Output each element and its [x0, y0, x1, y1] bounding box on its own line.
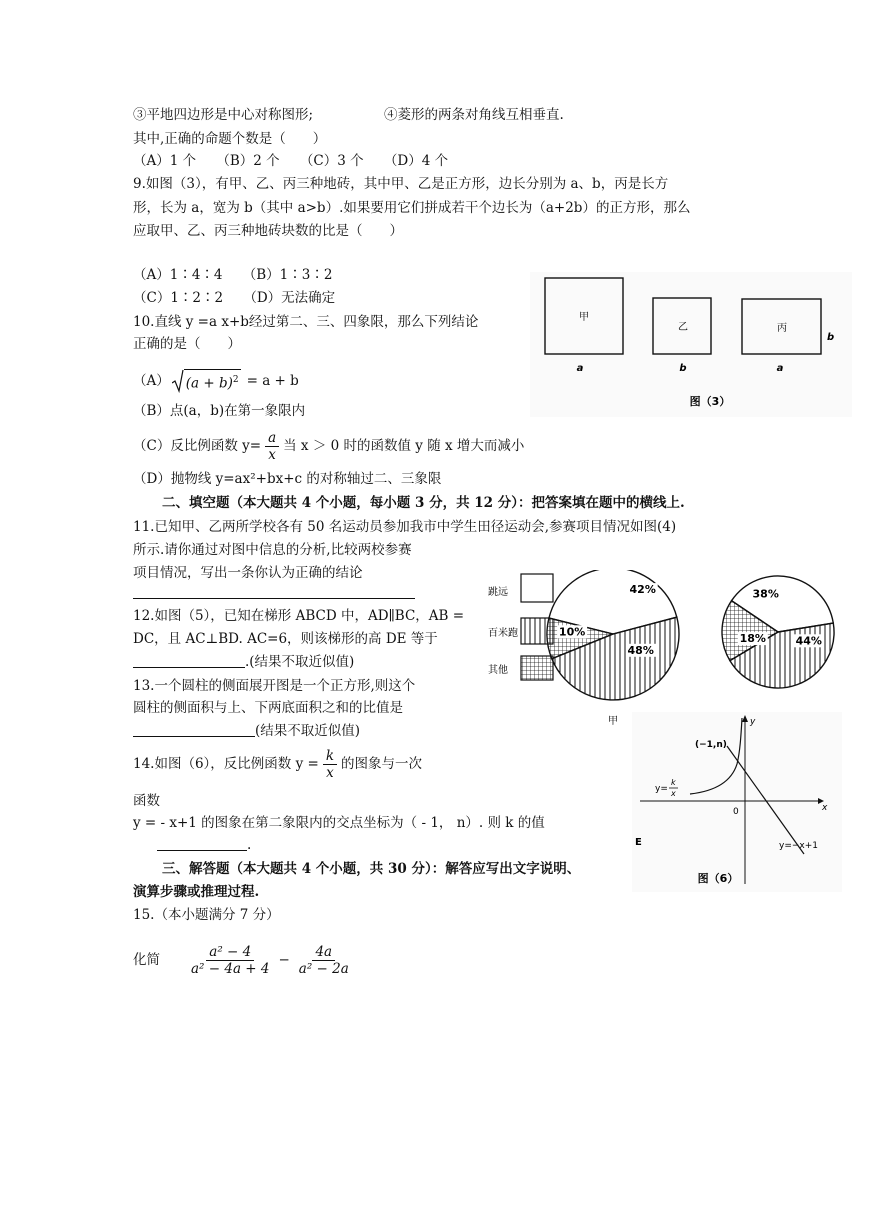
- q9-options-ab: （A）1∶4∶4 （B）1∶3∶2: [133, 267, 333, 283]
- q11-line3: 项目情况，写出一条你认为正确的结论: [133, 565, 363, 581]
- q12-answer-blank: [133, 653, 245, 668]
- q13-line1: 13.一个圆柱的侧面展开图是一个正方形,则这个: [133, 678, 416, 694]
- sqrt-symbol: [172, 369, 184, 393]
- q9-options-cd: （C）1∶2∶2 （D）无法确定: [133, 290, 336, 306]
- pie2-label-other: 18%: [739, 632, 766, 646]
- pie1-label-sprint: 48%: [627, 643, 654, 657]
- q10-option-c: [133, 428, 524, 464]
- figure-3-caption: 图（3）: [689, 395, 731, 408]
- tile-yi-label: 乙: [678, 322, 688, 333]
- q11-answer-blank: [133, 598, 415, 599]
- q10-a-label: （A）: [133, 373, 170, 389]
- q15-expression: 化简 $\frac{\text{a² − 4}}{\text{a² − 4a + 4}}$ − $\frac{4a}{\text{a² − 2a}}$: [133, 936, 356, 984]
- q14-line2: 函数: [133, 793, 160, 809]
- legend-swatch-other: [521, 656, 553, 680]
- q15-line1: 15.（本小题满分 7 分）: [133, 907, 280, 923]
- legend-swatch-jump: [521, 574, 553, 602]
- tile-bing-side-a: a: [776, 363, 784, 374]
- pie-chart-school-jia: [547, 570, 679, 700]
- tile-bing-side-b: b: [827, 332, 835, 343]
- pie2-label-jump: 38%: [752, 587, 779, 601]
- q13-line2: 圆柱的侧面积与上、下两底面积之和的比值是: [133, 700, 403, 716]
- q15-fraction-1: $\frac{\text{a² − 4}}{\text{a² − 4a + 4}}$: [191, 943, 270, 977]
- q15-label: 化简: [133, 952, 160, 968]
- q14-line4: .: [133, 836, 251, 854]
- q11-line2: 所示.请你通过对图中信息的分析,比较两校参赛: [133, 542, 412, 558]
- section2-heading: 二、填空题（本大题共 4 个小题，每小题 3 分，共 12 分）：把答案填在题中的横线上.: [162, 495, 685, 511]
- tile-jia-label: 甲: [579, 312, 589, 323]
- q12-line2: DC，且 AC⊥BD. AC=6，则该梯形的高 DE 等于: [133, 631, 438, 647]
- q12-line3: .(结果不取近似值): [133, 653, 354, 671]
- figure-3: [530, 272, 852, 417]
- q10-c-post: 当 x ＞ 0 时的函数值 y 随 x 增大而减小: [283, 438, 525, 454]
- pie2-label-sprint: 44%: [795, 634, 822, 648]
- section3-heading-line2: 演算步骤或推理过程.: [133, 884, 260, 900]
- curve-label-y: y=: [655, 784, 668, 794]
- q8-line1b: ④菱形的两条对角线互相垂直.: [384, 107, 564, 123]
- figure-6: [632, 712, 842, 892]
- q14-line3: y = - x+1 的图象在第二象限内的交点坐标为（ - 1， n）. 则 k 的值: [133, 815, 545, 831]
- q10-a-radicand: $(a + b)^2$: [184, 369, 241, 393]
- q9-line2: 形，长为 a，宽为 b（其中 a>b）.如果要用它们拼成若干个边长为（a+2b）的正方形，那么: [133, 200, 691, 216]
- line-label: y=−x+1: [779, 841, 819, 851]
- legend-label-jump: 跳远: [488, 587, 508, 598]
- q10-c-pre: （C）反比例函数 y=: [133, 438, 262, 454]
- section3-heading-line1: 三、解答题（本大题共 4 个小题，共 30 分）：解答应写出文字说明、: [162, 861, 581, 877]
- legend-label-other: 其他: [488, 665, 508, 676]
- q10-line1: 10.直线 y =a x+b经过第二、三、四象限，那么下列结论: [133, 314, 479, 330]
- q14-answer-blank: [157, 836, 247, 851]
- cut-letter-e: E: [635, 837, 642, 848]
- x-axis-label: x: [822, 803, 828, 813]
- q10-option-a: [133, 368, 299, 394]
- figure-6-caption: 图（6）: [697, 872, 739, 885]
- q10-option-b: （B）点(a，b)在第一象限内: [133, 403, 306, 419]
- q10-line2: 正确的是（ ）: [133, 336, 241, 352]
- q14-fraction: $\frac{k}{x}$: [323, 748, 337, 781]
- curve-label-x: x: [671, 789, 676, 798]
- q8-line2: 其中,正确的命题个数是（ ）: [133, 131, 327, 147]
- tile-yi-side: b: [679, 363, 687, 374]
- q8-options: （A）1 个 （B）2 个 （C）3 个 （D）4 个: [133, 153, 449, 169]
- q10-option-d: （D）抛物线 y=ax²+bx+c 的对称轴过二、三象限: [133, 471, 442, 487]
- q13-line3: (结果不取近似值): [133, 722, 360, 740]
- legend-label-sprint: 百米跑: [488, 628, 518, 639]
- tile-bing-label: 丙: [777, 323, 787, 334]
- q8-line1a: ③平地四边形是中心对称图形;: [133, 107, 314, 123]
- q12-line1: 12.如图（5），已知在梯形 ABCD 中，AD∥BC，AB =: [133, 608, 465, 624]
- figure-4: [478, 570, 840, 730]
- q15-fraction-2: $\frac{4a}{\text{a² − 2a}}$: [298, 943, 349, 977]
- q9-line3: 应取甲、乙、丙三种地砖块数的比是（ ）: [133, 223, 403, 239]
- q10-a-rest: = a + b: [246, 373, 299, 389]
- q11-line1: 11.已知甲、乙两所学校各有 50 名运动员参加我市中学生田径运动会,参赛项目情况如图(4): [133, 519, 677, 535]
- tile-jia-side: a: [576, 363, 584, 374]
- intersection-label: (−1,n): [695, 740, 727, 750]
- pie-chart-school-yi: [722, 576, 834, 688]
- origin-label: 0: [733, 807, 739, 817]
- q13-answer-blank: [133, 722, 255, 737]
- pie-label-school-jia: 甲: [608, 716, 618, 727]
- pie1-label-jump: 42%: [629, 583, 656, 597]
- y-axis-label: y: [750, 717, 756, 727]
- q9-line1: 9.如图（3），有甲、乙、丙三种地砖，其中甲、乙是正方形，边长分别为 a、b，丙是长方: [133, 176, 669, 192]
- pie1-label-other: 10%: [558, 625, 586, 639]
- q10-c-fraction: $\frac{a}{x}$: [265, 430, 279, 463]
- curve-label-k: k: [671, 778, 676, 787]
- q14-line1: 14.如图（6），反比例函数 y = $\frac{k}{x}$ 的图象与一次: [133, 747, 423, 781]
